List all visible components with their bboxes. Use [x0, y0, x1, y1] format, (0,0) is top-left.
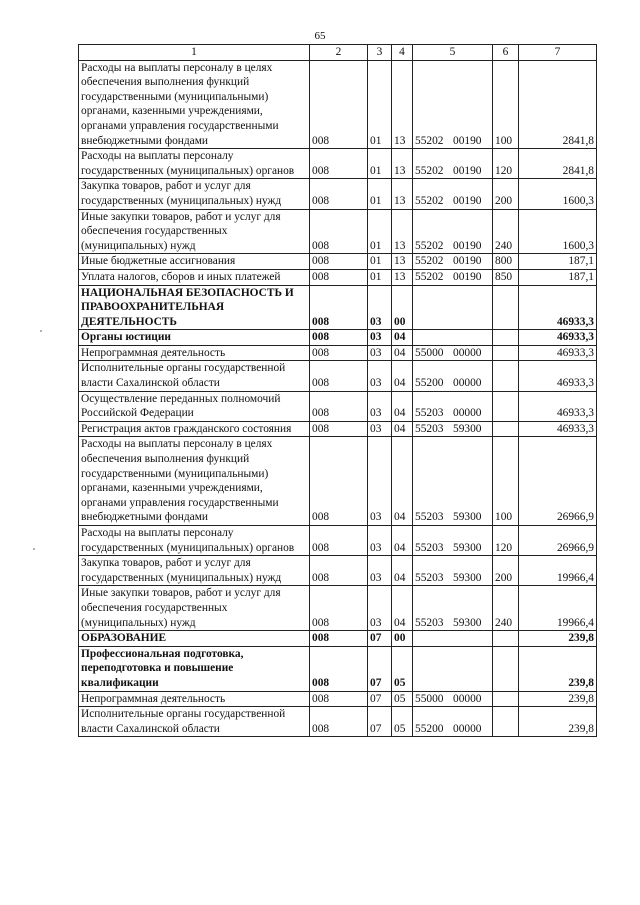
row-target-article [413, 646, 493, 691]
row-amount: 46933,3 [519, 285, 597, 330]
row-section-code: 03 [368, 526, 392, 556]
row-expense-type: 240 [493, 209, 519, 254]
row-name: НАЦИОНАЛЬНАЯ БЕЗОПАСНОСТЬ И ПРАВООХРАНИТЕЛЬНАЯ ДЕЯТЕЛЬНОСТЬ [79, 285, 310, 330]
row-expense-type [493, 391, 519, 421]
row-ved-code: 008 [310, 526, 368, 556]
row-expense-type [493, 345, 519, 361]
column-header: 4 [392, 45, 413, 61]
row-subsection-code: 13 [392, 269, 413, 285]
row-ved-code: 008 [310, 269, 368, 285]
row-expense-type: 200 [493, 556, 519, 586]
scan-speck [33, 548, 35, 550]
table-row [79, 209, 597, 254]
row-name: Профессиональная подготовка, переподготовка и повышение квалификации [79, 646, 310, 691]
row-target-article [413, 179, 493, 209]
target-article-part-2: 59300 [453, 541, 482, 554]
row-amount: 239,8 [519, 691, 597, 707]
target-article-part-2: 00190 [453, 239, 482, 252]
row-target-article [413, 285, 493, 330]
target-article-part-2: 00000 [453, 722, 482, 735]
row-name: Регистрация актов гражданского состояния [79, 421, 310, 437]
row-section-code: 03 [368, 330, 392, 346]
target-article-part-1: 55202 [415, 255, 444, 268]
row-expense-type: 120 [493, 149, 519, 179]
column-header: 2 [310, 45, 368, 61]
row-name: Уплата налогов, сборов и иных платежей [79, 269, 310, 285]
row-name: ОБРАЗОВАНИЕ [79, 631, 310, 647]
table-row [79, 707, 597, 737]
row-subsection-code: 04 [392, 361, 413, 391]
row-amount: 46933,3 [519, 421, 597, 437]
table-body [79, 60, 597, 737]
target-article-part-1: 55202 [415, 194, 444, 207]
table-row [79, 285, 597, 330]
row-target-article [413, 361, 493, 391]
target-article-part-2: 00190 [453, 194, 482, 207]
row-subsection-code: 05 [392, 691, 413, 707]
row-name: Расходы на выплаты персоналу в целях обеспечения выполнения функций государственными (муниципальными) органами, казенными учреждениями, органами управления государственными внебюджетными фондами [79, 437, 310, 526]
row-name: Расходы на выплаты персоналу государственных (муниципальных) органов [79, 526, 310, 556]
target-article-part-1: 55000 [415, 346, 444, 359]
row-name: Исполнительные органы государственной власти Сахалинской области [79, 707, 310, 737]
row-section-code: 03 [368, 345, 392, 361]
row-subsection-code: 04 [392, 556, 413, 586]
row-subsection-code: 00 [392, 285, 413, 330]
target-article-part-2: 00190 [453, 255, 482, 268]
row-section-code: 07 [368, 707, 392, 737]
row-ved-code: 008 [310, 556, 368, 586]
row-expense-type [493, 285, 519, 330]
row-amount: 1600,3 [519, 209, 597, 254]
target-article-part-2: 59300 [453, 422, 482, 435]
row-subsection-code: 04 [392, 345, 413, 361]
target-article-part-1: 55203 [415, 571, 444, 584]
row-ved-code: 008 [310, 707, 368, 737]
row-target-article [413, 149, 493, 179]
row-target-article [413, 586, 493, 631]
row-ved-code: 008 [310, 391, 368, 421]
row-target-article [413, 391, 493, 421]
column-header: 6 [493, 45, 519, 61]
table-row [79, 60, 597, 149]
row-section-code: 03 [368, 391, 392, 421]
table-row [79, 586, 597, 631]
page-number: 65 [314, 30, 326, 42]
target-article-part-2: 00190 [453, 164, 482, 177]
row-amount: 239,8 [519, 646, 597, 691]
target-article-part-2: 59300 [453, 511, 482, 524]
target-article-part-1: 55202 [415, 239, 444, 252]
row-ved-code: 008 [310, 586, 368, 631]
row-ved-code: 008 [310, 179, 368, 209]
row-name: Непрограммная деятельность [79, 691, 310, 707]
target-article-part-1: 55202 [415, 164, 444, 177]
row-amount: 2841,8 [519, 60, 597, 149]
target-article-part-2: 00190 [453, 134, 482, 147]
scan-speck [40, 330, 42, 332]
target-article-part-2: 00000 [453, 377, 482, 390]
row-target-article [413, 526, 493, 556]
row-amount: 239,8 [519, 631, 597, 647]
row-name: Закупка товаров, работ и услуг для государственных (муниципальных) нужд [79, 556, 310, 586]
row-expense-type [493, 646, 519, 691]
target-article-part-1: 55200 [415, 377, 444, 390]
row-ved-code: 008 [310, 209, 368, 254]
table-row [79, 556, 597, 586]
row-expense-type: 120 [493, 526, 519, 556]
row-section-code: 07 [368, 646, 392, 691]
target-article-part-1: 55203 [415, 422, 444, 435]
row-ved-code: 008 [310, 60, 368, 149]
target-article-part-1: 55203 [415, 541, 444, 554]
target-article-part-2: 00000 [453, 407, 482, 420]
row-expense-type [493, 330, 519, 346]
row-target-article [413, 631, 493, 647]
row-subsection-code: 13 [392, 254, 413, 270]
row-section-code: 03 [368, 361, 392, 391]
row-name: Иные бюджетные ассигнования [79, 254, 310, 270]
row-section-code: 03 [368, 285, 392, 330]
row-subsection-code: 04 [392, 391, 413, 421]
target-article-part-1: 55200 [415, 722, 444, 735]
target-article-part-1: 55203 [415, 407, 444, 420]
table-row [79, 269, 597, 285]
table-row [79, 179, 597, 209]
table-row [79, 330, 597, 346]
table-row [79, 421, 597, 437]
row-subsection-code: 13 [392, 209, 413, 254]
row-amount: 19966,4 [519, 586, 597, 631]
column-header: 3 [368, 45, 392, 61]
table-row [79, 526, 597, 556]
row-amount: 46933,3 [519, 330, 597, 346]
row-ved-code: 008 [310, 691, 368, 707]
table-header-row [79, 45, 597, 61]
target-article-part-2: 59300 [453, 616, 482, 629]
row-expense-type [493, 707, 519, 737]
row-ved-code: 008 [310, 361, 368, 391]
row-section-code: 07 [368, 691, 392, 707]
row-target-article [413, 345, 493, 361]
table-row [79, 646, 597, 691]
table-row [79, 361, 597, 391]
row-target-article [413, 556, 493, 586]
row-expense-type [493, 691, 519, 707]
row-name: Иные закупки товаров, работ и услуг для обеспечения государственных (муниципальных) нужд [79, 586, 310, 631]
row-name: Непрограммная деятельность [79, 345, 310, 361]
row-section-code: 03 [368, 421, 392, 437]
row-subsection-code: 04 [392, 437, 413, 526]
row-target-article [413, 421, 493, 437]
row-section-code: 03 [368, 437, 392, 526]
row-subsection-code: 04 [392, 526, 413, 556]
row-amount: 2841,8 [519, 149, 597, 179]
target-article-part-2: 00190 [453, 270, 482, 283]
row-section-code: 01 [368, 254, 392, 270]
row-amount: 187,1 [519, 269, 597, 285]
table-row [79, 437, 597, 526]
row-expense-type [493, 631, 519, 647]
row-section-code: 01 [368, 269, 392, 285]
row-target-article [413, 269, 493, 285]
row-subsection-code: 13 [392, 179, 413, 209]
budget-table [78, 44, 597, 737]
target-article-part-2: 00000 [453, 346, 482, 359]
row-target-article [413, 691, 493, 707]
row-ved-code: 008 [310, 254, 368, 270]
row-expense-type: 100 [493, 437, 519, 526]
row-subsection-code: 05 [392, 707, 413, 737]
table-row [79, 631, 597, 647]
row-subsection-code: 05 [392, 646, 413, 691]
column-header: 5 [413, 45, 493, 61]
row-target-article [413, 254, 493, 270]
row-subsection-code: 04 [392, 330, 413, 346]
row-target-article [413, 330, 493, 346]
row-section-code: 01 [368, 60, 392, 149]
target-article-part-1: 55203 [415, 616, 444, 629]
row-ved-code: 008 [310, 345, 368, 361]
target-article-part-1: 55000 [415, 692, 444, 705]
column-header: 7 [519, 45, 597, 61]
row-section-code: 03 [368, 586, 392, 631]
row-expense-type [493, 421, 519, 437]
row-target-article [413, 707, 493, 737]
row-ved-code: 008 [310, 330, 368, 346]
table-row [79, 391, 597, 421]
row-amount: 26966,9 [519, 437, 597, 526]
target-article-part-2: 00000 [453, 692, 482, 705]
row-expense-type: 800 [493, 254, 519, 270]
row-target-article [413, 60, 493, 149]
column-header: 1 [79, 45, 310, 61]
row-ved-code: 008 [310, 631, 368, 647]
table-row [79, 254, 597, 270]
row-amount: 1600,3 [519, 179, 597, 209]
row-subsection-code: 04 [392, 586, 413, 631]
row-section-code: 01 [368, 149, 392, 179]
table-row [79, 149, 597, 179]
row-ved-code: 008 [310, 149, 368, 179]
row-name: Исполнительные органы государственной власти Сахалинской области [79, 361, 310, 391]
row-amount: 187,1 [519, 254, 597, 270]
row-name: Закупка товаров, работ и услуг для государственных (муниципальных) нужд [79, 179, 310, 209]
row-expense-type [493, 361, 519, 391]
row-expense-type: 850 [493, 269, 519, 285]
row-subsection-code: 13 [392, 149, 413, 179]
row-amount: 46933,3 [519, 361, 597, 391]
row-name: Органы юстиции [79, 330, 310, 346]
target-article-part-1: 55202 [415, 134, 444, 147]
row-target-article [413, 209, 493, 254]
row-ved-code: 008 [310, 285, 368, 330]
row-subsection-code: 00 [392, 631, 413, 647]
row-target-article [413, 437, 493, 526]
table-row [79, 691, 597, 707]
row-expense-type: 200 [493, 179, 519, 209]
row-expense-type: 240 [493, 586, 519, 631]
row-name: Расходы на выплаты персоналу государственных (муниципальных) органов [79, 149, 310, 179]
target-article-part-1: 55202 [415, 270, 444, 283]
target-article-part-2: 59300 [453, 571, 482, 584]
target-article-part-1: 55203 [415, 511, 444, 524]
row-name: Расходы на выплаты персоналу в целях обеспечения выполнения функций государственными (муниципальными) органами, казенными учреждениями, органами управления государственными внебюджетными фондами [79, 60, 310, 149]
row-amount: 46933,3 [519, 391, 597, 421]
row-ved-code: 008 [310, 646, 368, 691]
row-section-code: 07 [368, 631, 392, 647]
row-ved-code: 008 [310, 421, 368, 437]
row-amount: 26966,9 [519, 526, 597, 556]
row-section-code: 03 [368, 556, 392, 586]
row-name: Осуществление переданных полномочий Российской Федерации [79, 391, 310, 421]
row-subsection-code: 04 [392, 421, 413, 437]
row-amount: 239,8 [519, 707, 597, 737]
row-subsection-code: 13 [392, 60, 413, 149]
row-expense-type: 100 [493, 60, 519, 149]
row-name: Иные закупки товаров, работ и услуг для обеспечения государственных (муниципальных) нужд [79, 209, 310, 254]
row-section-code: 01 [368, 209, 392, 254]
row-ved-code: 008 [310, 437, 368, 526]
row-amount: 46933,3 [519, 345, 597, 361]
table-row [79, 345, 597, 361]
row-section-code: 01 [368, 179, 392, 209]
row-amount: 19966,4 [519, 556, 597, 586]
